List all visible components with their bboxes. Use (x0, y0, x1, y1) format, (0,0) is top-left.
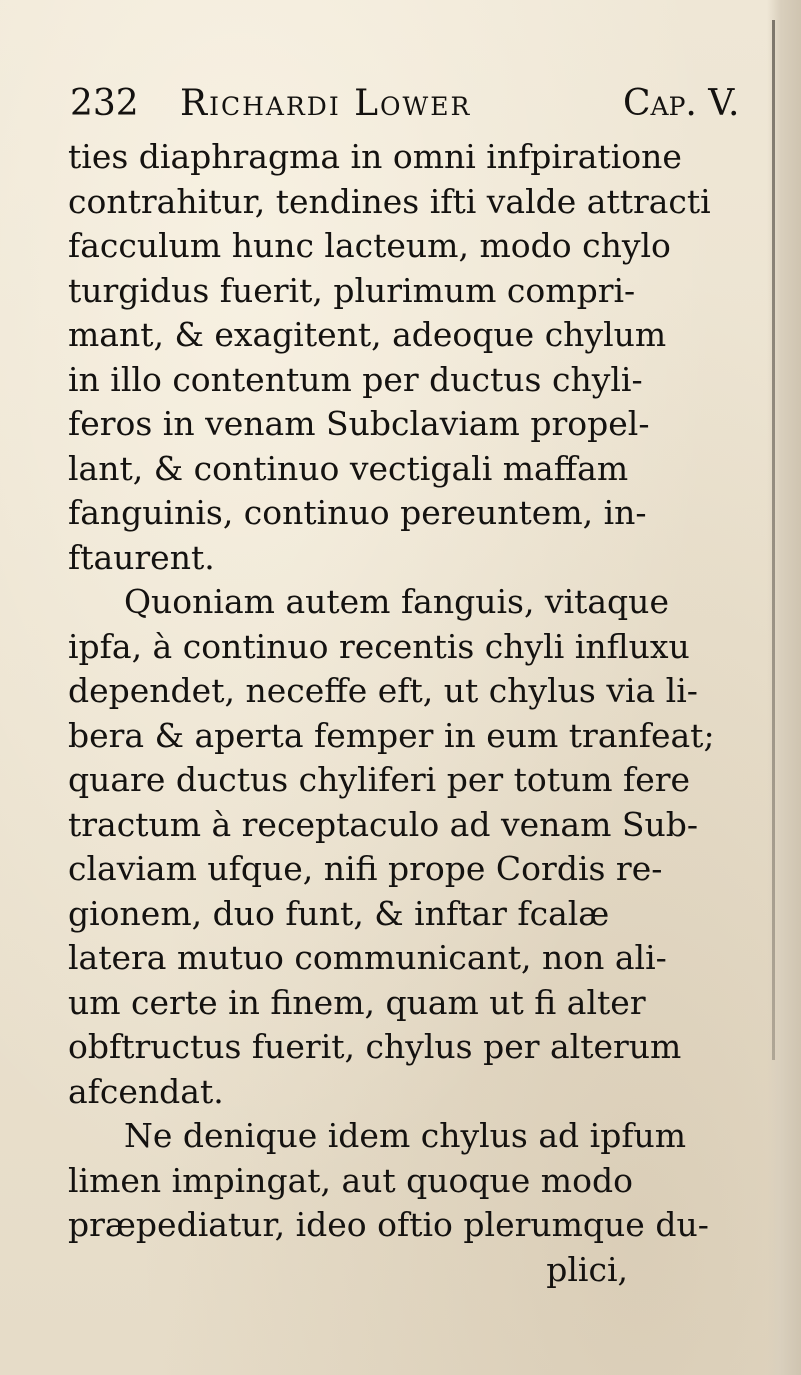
text-line: tractum à receptaculo ad venam Sub- (68, 804, 698, 844)
text-line: dependet, neceffe eft, ut chylus via li- (68, 671, 698, 710)
text-line: um certe in finem, quam ut fi alter (68, 982, 646, 1022)
text-line: facculum hunc lacteum, modo chylo (68, 226, 671, 265)
text-line: bera & aperta femper in eum tranfeat; (68, 715, 715, 755)
text-line: mant, & exagitent, adeoque chylum (68, 315, 667, 354)
text-line: latera mutuo communicant, non ali- (68, 938, 667, 977)
text-line: ipfa, à continuo recentis chyli influxu (68, 626, 690, 666)
text-line: claviam ufque, nifi prope Cordis re- (68, 849, 663, 888)
text-line: limen impingat, aut quoque modo (68, 1160, 633, 1200)
running-head-author: Richardi Lower (180, 83, 472, 124)
running-head-chapter: Cap. V. (623, 83, 740, 124)
text-line: præpediatur, ideo oftio plerumque du- (68, 1205, 709, 1244)
text-line: ties diaphragma in omni infpiratione (68, 137, 682, 176)
page-number: 232 (70, 83, 139, 124)
page-fold-shadow (772, 20, 775, 1060)
text-line: ftaurent. (68, 537, 215, 577)
text-line: feros in venam Subclaviam propel- (68, 404, 650, 443)
text-line: turgidus fuerit, plurimum compri- (68, 270, 636, 310)
paragraph-start-line: Ne denique idem chylus ad ipfum (124, 1116, 687, 1155)
text-line: lant, & continuo vectigali maffam (68, 448, 629, 488)
text-line: fanguinis, continuo pereuntem, in- (68, 493, 647, 532)
text-line: contrahitur, tendines ifti valde attracti (68, 181, 711, 221)
catchword-line: plici, (546, 1249, 628, 1289)
text-line: obftructus fuerit, chylus per alterum (68, 1027, 682, 1066)
body-text (68, 135, 768, 1292)
text-line: in illo contentum per ductus chyli- (68, 359, 643, 399)
text-line: gionem, duo funt, & inftar fcalæ (68, 893, 610, 933)
text-line: afcendat. (68, 1071, 224, 1111)
running-header (70, 78, 770, 130)
paragraph-start-line: Quoniam autem fanguis, vitaque (124, 582, 669, 621)
text-line: quare ductus chyliferi per totum fere (68, 760, 691, 799)
